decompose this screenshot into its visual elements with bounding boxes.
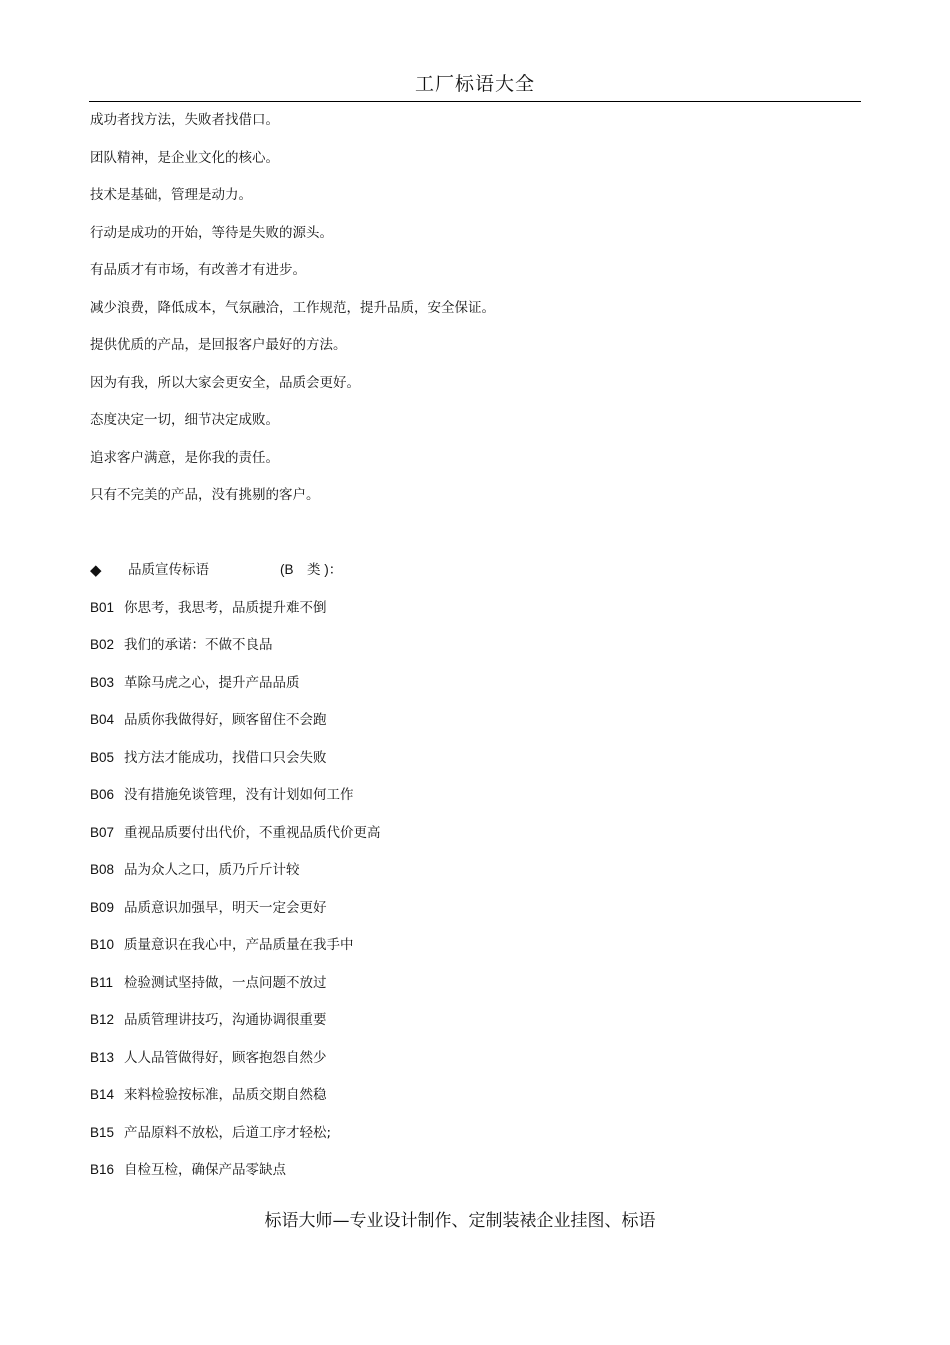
slogan-line: 减少浪费，降低成本，气氛融洽，工作规范，提升品质，安全保证。 <box>90 299 495 316</box>
list-item <box>90 674 860 692</box>
item-text: 革除马虎之心，提升产品品质 <box>124 674 300 691</box>
slogan-line: 追求客户满意，是你我的责任。 <box>90 449 279 466</box>
item-code: B11 <box>90 974 114 990</box>
slogan-line: 成功者找方法，失败者找借口。 <box>90 112 279 128</box>
page-header <box>89 70 861 102</box>
item-code: B02 <box>90 637 115 652</box>
list-item <box>90 1086 860 1104</box>
slogan-line: 态度决定一切，细节决定成败。 <box>90 412 279 428</box>
section-title: 品质宣传标语 <box>128 562 209 578</box>
item-code: B16 <box>90 1162 115 1177</box>
intro-slogan-list <box>90 111 860 504</box>
item-code: B14 <box>90 1087 115 1102</box>
list-item <box>90 1011 860 1029</box>
list-item <box>90 936 860 954</box>
section-spacer <box>90 524 860 562</box>
section-class-label: (B 类 )： <box>280 562 343 577</box>
item-code: B03 <box>90 674 115 690</box>
item-text: 品为众人之口，质乃斤斤计较 <box>124 862 300 878</box>
item-code: B01 <box>90 599 115 615</box>
item-text: 品质你我做得好，顾客留住不会跑 <box>124 712 327 728</box>
item-text: 人人品管做得好，顾客抱怨自然少 <box>124 1049 327 1066</box>
list-item <box>90 974 860 992</box>
item-text: 品质意识加强早，明天一定会更好 <box>124 899 327 916</box>
item-text: 重视品质要付出代价，不重视品质代价更高 <box>124 824 381 841</box>
slogan-line: 行动是成功的开始，等待是失败的源头。 <box>90 224 333 241</box>
item-code: B13 <box>90 1049 115 1065</box>
item-code: B08 <box>90 862 115 877</box>
slogan-line: 团队精神，是企业文化的核心。 <box>90 149 279 166</box>
b-slogan-list <box>90 599 860 1180</box>
item-code: B09 <box>90 899 115 915</box>
item-text: 没有措施免谈管理，没有计划如何工作 <box>124 787 354 803</box>
list-item <box>90 899 860 917</box>
item-code: B04 <box>90 712 115 727</box>
list-item <box>90 1124 860 1142</box>
item-text: 品质管理讲技巧，沟通协调很重要 <box>124 1012 327 1028</box>
item-text: 来料检验按标准，品质交期自然稳 <box>124 1087 327 1103</box>
list-item <box>90 1161 860 1179</box>
list-item <box>90 786 860 804</box>
item-code: B15 <box>90 1124 115 1140</box>
list-item <box>90 636 860 654</box>
list-item <box>90 861 860 879</box>
item-code: B10 <box>90 937 115 952</box>
item-code: B06 <box>90 787 115 802</box>
item-text: 质量意识在我心中，产品质量在我手中 <box>124 937 354 953</box>
item-text: 自检互检，确保产品零缺点 <box>124 1162 286 1178</box>
section-heading <box>90 561 860 579</box>
list-item <box>90 711 860 729</box>
slogan-line: 提供优质的产品，是回报客户最好的方法。 <box>90 337 347 353</box>
item-text: 找方法才能成功，找借口只会失败 <box>124 749 327 766</box>
footer-text: 标语大师—专业设计制作、定制装裱企业挂图、标语 <box>264 1211 656 1231</box>
item-text: 产品原料不放松，后道工序才轻松; <box>124 1124 332 1141</box>
page-footer <box>0 1209 950 1233</box>
list-item <box>90 749 860 767</box>
page-title: 工厂标语大全 <box>414 73 535 95</box>
item-code: B12 <box>90 1012 115 1027</box>
document-body <box>90 111 860 1199</box>
slogan-line: 因为有我，所以大家会更安全，品质会更好。 <box>90 374 360 391</box>
diamond-bullet-icon: ◆ <box>90 561 102 579</box>
slogan-line: 技术是基础，管理是动力。 <box>90 187 252 203</box>
slogan-line: 只有不完美的产品，没有挑剔的客户。 <box>90 487 320 503</box>
item-text: 你思考，我思考，品质提升难不倒 <box>124 599 327 616</box>
item-code: B07 <box>90 824 115 840</box>
list-item <box>90 1049 860 1067</box>
slogan-line: 有品质才有市场，有改善才有进步。 <box>90 262 306 278</box>
list-item <box>90 599 860 617</box>
item-code: B05 <box>90 749 115 765</box>
list-item <box>90 824 860 842</box>
item-text: 我们的承诺：不做不良品 <box>124 637 273 653</box>
item-text: 检验测试坚持做，一点问题不放过 <box>124 974 327 991</box>
